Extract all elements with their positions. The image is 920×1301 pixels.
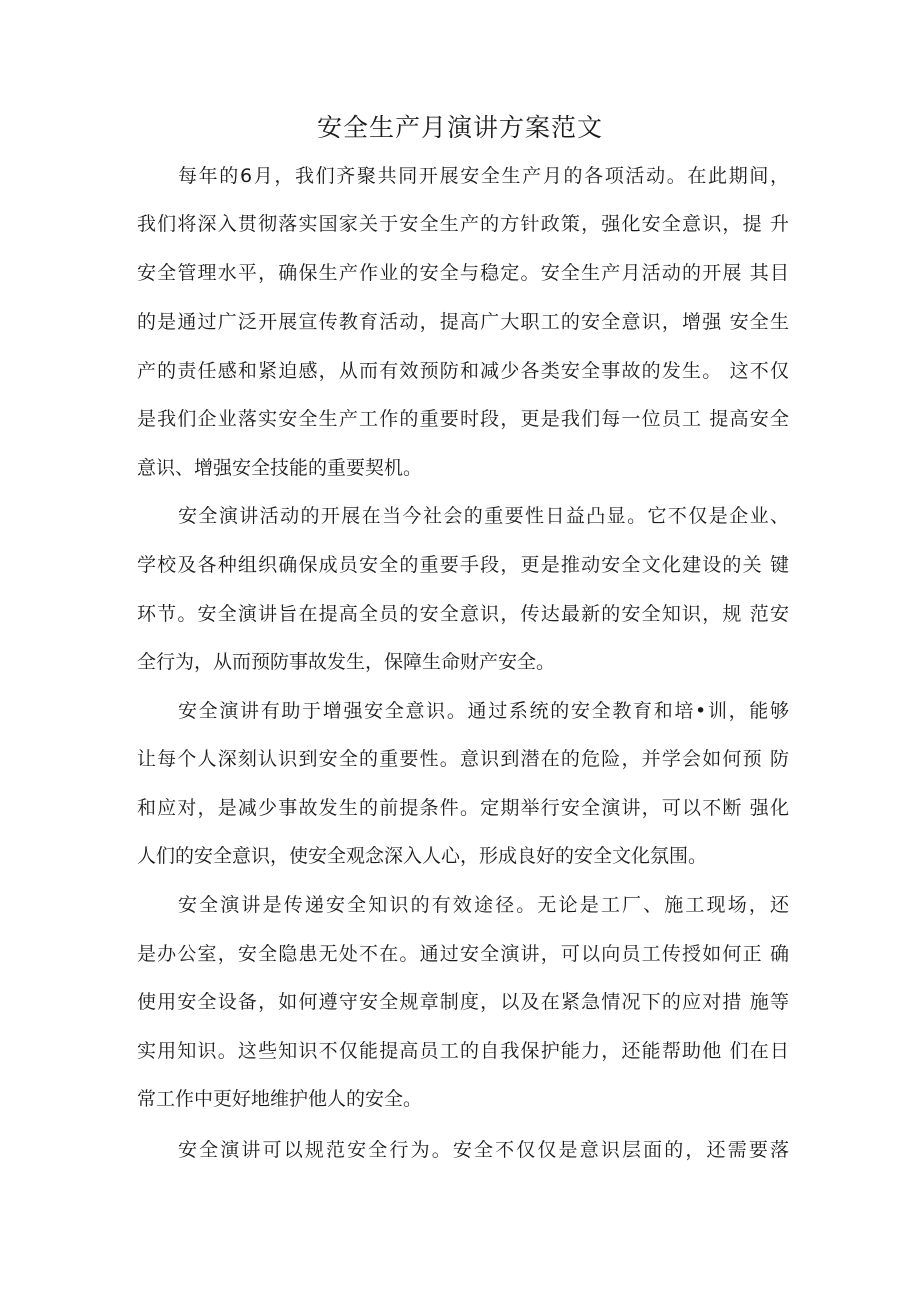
paragraph-line: 安全管理水平，确保生产作业的安全与稳定。安全生产月活动的开展 其目 [137,262,789,284]
paragraph-line: 使用安全设备，如何遵守安全规章制度，以及在紧急情况下的应对措 施等 [137,991,789,1013]
paragraph-line: 是办公室，安全隐患无处不在。通过安全演讲，可以向员工传授如何正 确 [137,943,789,965]
paragraph-line: 安全演讲活动的开展在当今社会的重要性日益凸显。它不仅是企业、 [178,505,789,527]
paragraph-line: 是我们企业落实安全生产工作的重要时段，更是我们每一位员工 提高安全 [137,408,789,430]
paragraph-line: 学校及各种组织确保成员安全的重要手段，更是推动安全文化建设的关 键 [137,554,789,576]
paragraph-line: 环节。安全演讲旨在提高全员的安全意识，传达最新的安全知识，规 范安 [137,603,789,625]
paragraph-line: 安全演讲有助于增强安全意识。通过系统的安全教育和培•训，能够 [178,700,789,722]
paragraph-line: 意识、增强安全技能的重要契机。 [137,457,423,479]
paragraph-line: 和应对，是减少事故发生的前提条件。定期举行安全演讲，可以不断 强化 [137,797,789,819]
paragraph-line: 安全演讲可以规范安全行为。安全不仅仅是意识层面的，还需要落 [178,1139,789,1161]
paragraph-line: 实用知识。这些知识不仅能提高员工的自我保护能力，还能帮助他 们在日 [137,1040,789,1062]
paragraph-line: 产的责任感和紧迫感，从而有效预防和减少各类安全事故的发生。 这不仅 [137,360,789,382]
document-title: 安全生产月演讲方案范文 [316,113,603,142]
paragraph-line: 我们将深入贯彻落实国家关于安全生产的方针政策，强化安全意识，提 升 [137,213,789,235]
paragraph-line: 常工作中更好地维护他人的安全。 [137,1088,423,1110]
paragraph-line: 人们的安全意识，使安全观念深入人心，形成良好的安全文化氛围。 [137,845,708,867]
paragraph-line: 安全演讲是传递安全知识的有效途径。无论是工厂、施工现场，还 [178,894,789,916]
paragraph-line: 每年的6月，我们齐聚共同开展安全生产月的各项活动。在此期间， [178,165,789,187]
paragraph-line: 的是通过广泛开展宣传教育活动，提高广大职工的安全意识，增强 安全生 [137,311,789,333]
paragraph-line: 让每个人深刻认识到安全的重要性。意识到潜在的危险，并学会如何预 防 [137,748,789,770]
paragraph-line: 全行为，从而预防事故发生，保障生命财产安全。 [137,651,556,673]
